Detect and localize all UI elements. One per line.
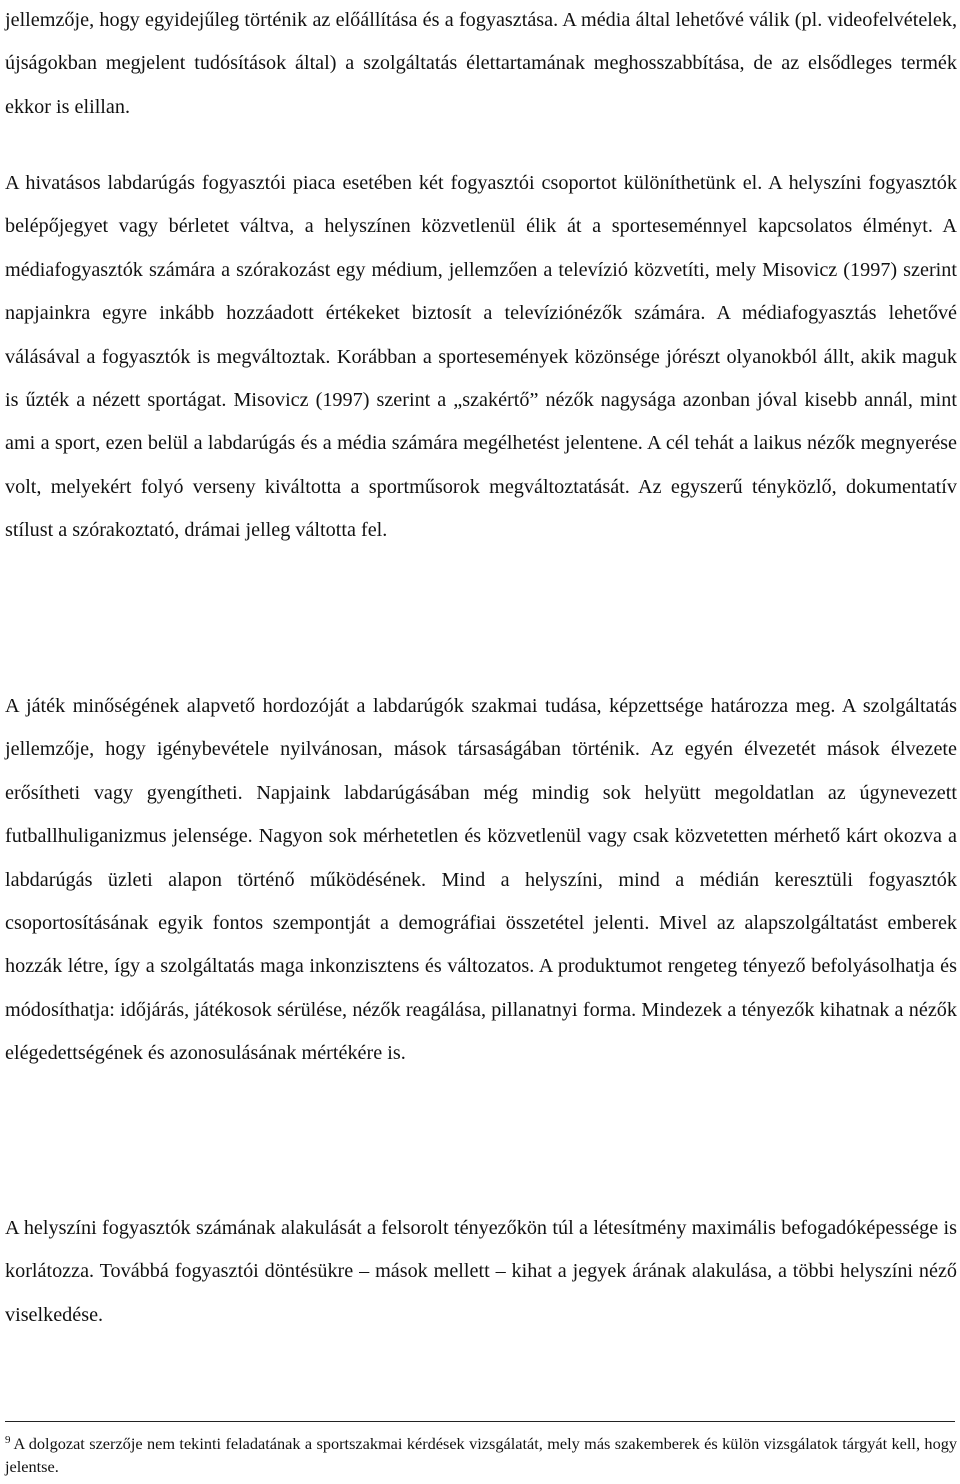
body-paragraph: A hivatásos labdarúgás fogyasztói piaca esetében két fogyasztói csoportot különíthetünk el. A helyszíni fogyasztók belépőjegyet vagy bérletet váltva, a helyszínen közvetlenül élik át a sporteseménnyel kapcsolatos élményt. A médiafogyasztók számára a szórakozást egy médium, jellemzően a televízió közvetíti, mely Misovicz (1997) szerint napjainkra egyre inkább hozzáadott értékeket biztosít a televíziónézők számára. A médiafogyasztás lehetővé válásával a fogyasztók is megváltoztak. Korábban a sportesemények közönsége jórészt olyanokból állt, akik maguk is űzték a nézett sportágat. Misovicz (1997) szerint a „szakértő” nézők nagysága azonban jóval kisebb annál, mint ami a sport, ezen belül a labdarúgás és a média számára megélhetést jelentene. A cél tehát a laikus nézők megnyerése volt, melyekért folyó verseny kiváltotta a sportműsorok megváltoztatását. Az egyszerű tényközlő, dokumentatív stílust a szórakoztató, drámai jelleg váltotta fel. [5,172,957,542]
body-paragraph: A helyszíni fogyasztók számának alakulását a felsorolt tényezőkön túl a létesítmény maximális befogadóképessége is korlátozza. Továbbá fogyasztói döntésükre – mások mellett – kihat a jegyek árának alakulása, a többi helyszíni néző viselkedése. [5,1217,957,1326]
footnote-separator [5,1421,955,1422]
body-paragraph: A játék minőségének alapvető hordozóját a labdarúgók szakmai tudása, képzettsége határozza meg. A szolgáltatás jellemzője, hogy igénybevétele nyilvánosan, mások társaságában történik. Az egyén élvezetét mások élvezete erősítheti vagy gyengítheti. Napjaink labdarúgásában még mindig sok helyütt megoldatlan az úgynevezett futballhuliganizmus jelensége. Nagyon sok mérhetetlen és közvetlenül vagy csak közvetetten mérhető kárt okozva a labdarúgás üzleti alapon történő működésének. Mind a helyszíni, mind a médián keresztüli fogyasztók csoportosításának egyik fontos szempontját a demográfiai összetétel jelenti. Mivel az alapszolgáltatást emberek hozzák létre, így a szolgáltatás maga inkonzisztens és változatos. A produktumot rengeteg tényező befolyásolhatja és módosíthatja: időjárás, játékosok sérülése, nézők reagálása, pillanatnyi forma. Mindezek a tényezők kihatnak a nézők elégedettségének és azonosulásának mértékére is. [5,695,957,1065]
footnote-number: 9 [5,1434,11,1446]
footnote-text: A dolgozat szerzője nem tekinti feladatának a sportszakmai kérdések vizsgálatát, mely más szakemberek és külön vizsgálatok tárgyát kell, hogy jelentse. [5,1434,957,1476]
body-paragraph: jellemzője, hogy egyidejűleg történik az előállítása és a fogyasztása. A média által lehetővé válik (pl. videofelvételek, újságokban megjelent tudósítások által) a szolgáltatás élettartamának meghosszabbítása, de az elsődleges termék ekkor is elillan. [5,9,957,118]
footnote [5,1432,957,1478]
